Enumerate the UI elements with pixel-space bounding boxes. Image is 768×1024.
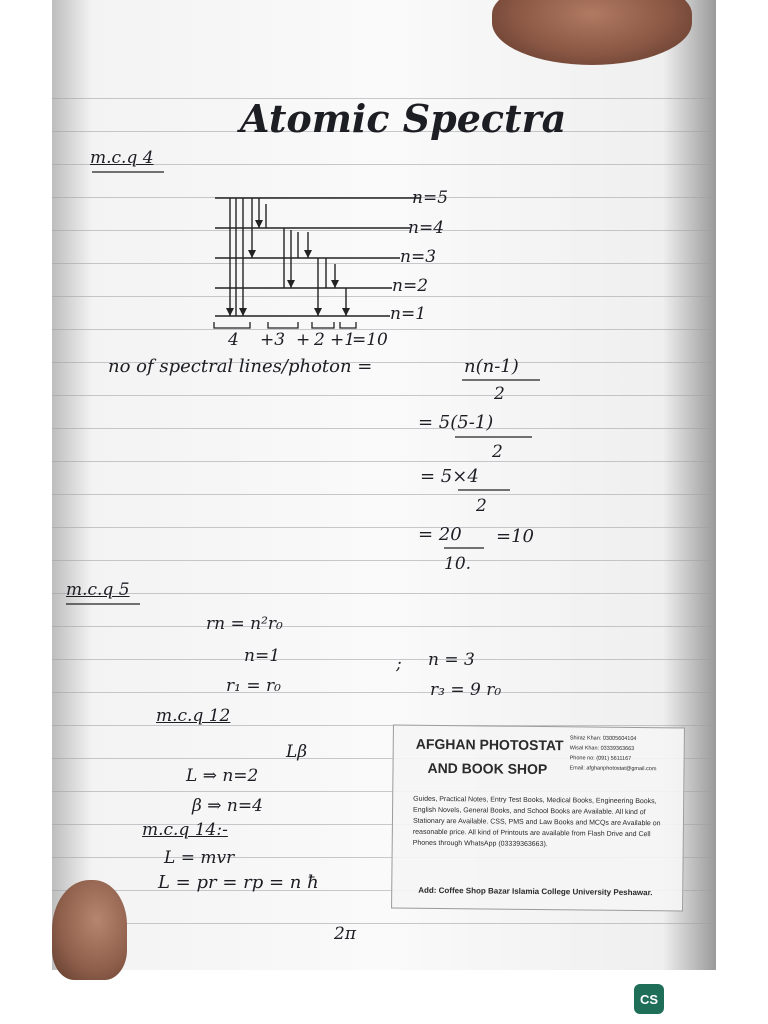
radius-formula: rn = n²r₀ (206, 614, 283, 634)
level-label-n2: n=2 (392, 276, 429, 296)
contact-line: Wisal Khan: 03339363663 (569, 745, 635, 753)
sum-part-2: 2 (314, 330, 325, 350)
separator: ; (396, 654, 402, 674)
page-title: Atomic Spectra (240, 96, 567, 141)
step1-denominator: 2 (492, 442, 503, 462)
shop-name-line1: AFGHAN PHOTOSTAT (415, 735, 564, 754)
step2-numerator: = 5×4 (420, 466, 479, 487)
l-beta: Lβ (286, 742, 308, 762)
camscanner-badge: CS (634, 984, 664, 1014)
contact-line: Email: afghanphotostat@gmail.com (569, 765, 657, 773)
sum-part-1: +1 (330, 330, 356, 350)
level-label-n5: n=5 (412, 188, 449, 208)
thumb-bottom (52, 880, 127, 980)
r1-equals-r0: r₁ = r₀ (226, 676, 281, 696)
n-equals-1: n=1 (244, 646, 281, 666)
sum-part-4: 4 (228, 330, 239, 350)
shop-description: Guides, Practical Notes, Entry Test Books, Medical Books, Engineering Books, English Novels, General Books, and School Books are Available. All kind of Stationary are Available. CSS, PMS and Law Books and MCQs are Available on reasonable price. All kind of Printouts are available from Flash Drive and Cell Phones through WhatsApp (03339363663). (412, 795, 661, 849)
angular-momentum-quantized: L = pr = rp = n ħ (158, 872, 319, 893)
two-pi: 2π (334, 924, 356, 944)
shop-contacts (569, 733, 656, 774)
level-label-n4: n=4 (408, 218, 445, 238)
contact-line: Phone no: (091) 5611167 (569, 755, 632, 762)
formula-denominator: 2 (494, 384, 505, 404)
level-label-n3: n=3 (400, 247, 437, 267)
level-label-n1: n=1 (390, 304, 427, 324)
mcq4-heading: m.c.q 4 (90, 148, 154, 168)
step1-numerator: = 5(5-1) (418, 412, 494, 433)
contact-line: Shiraz Khan: 03005604104 (569, 735, 637, 743)
n-equals-3: n = 3 (428, 650, 475, 670)
shop-address: Add: Coffee Shop Bazar Islamia College University Peshawar. (418, 885, 653, 898)
step3-numerator: = 20 (418, 524, 462, 545)
mcq14-heading: m.c.q 14:- (142, 820, 228, 840)
shop-stamp (391, 724, 685, 911)
angular-momentum-mvr: L = mvr (164, 848, 235, 868)
sum-total: =10 (352, 330, 388, 350)
beta-level: β ⇒ n=4 (192, 796, 263, 816)
formula-numerator: n(n-1) (464, 356, 519, 377)
spectral-lines-formula-label: no of spectral lines/photon = (108, 356, 373, 377)
l-level: L ⇒ n=2 (186, 766, 259, 786)
step3-result: =10 (496, 526, 534, 547)
mcq5-heading: m.c.q 5 (66, 580, 130, 600)
sum-part-plus: + (296, 330, 311, 350)
step2-denominator: 2 (476, 496, 487, 516)
shop-name-line2: AND BOOK SHOP (427, 759, 548, 778)
r3-equals-9r0: r₃ = 9 r₀ (430, 680, 502, 700)
sum-part-3: +3 (260, 330, 286, 350)
step3-denominator: 10. (444, 554, 472, 574)
mcq12-heading: m.c.q 12 (156, 706, 231, 726)
